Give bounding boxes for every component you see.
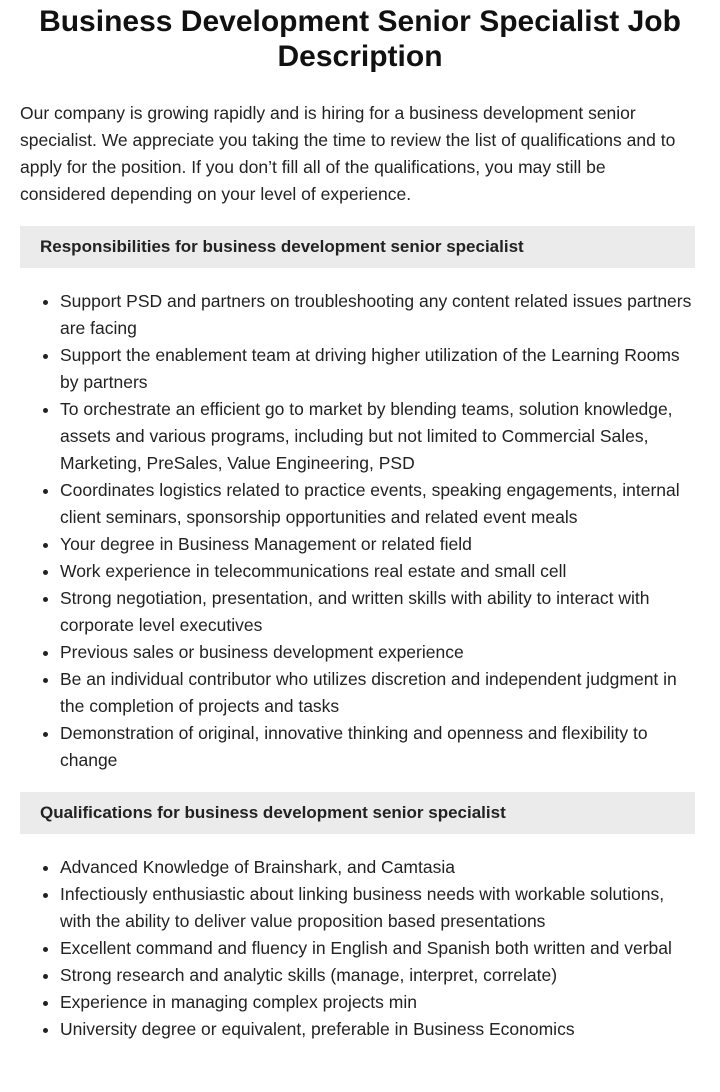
list-item: • Advanced Knowledge of Brainshark, and Camtasia: [60, 854, 695, 881]
list-item: • Support PSD and partners on troubleshooting any content related issues partners are facing: [60, 288, 695, 342]
list-item: • Excellent command and fluency in English and Spanish both written and verbal: [60, 935, 695, 962]
list-item: • Strong negotiation, presentation, and written skills with ability to interact with corporate level executives: [60, 585, 695, 639]
responsibilities-list: [20, 288, 695, 774]
list-item: • Demonstration of original, innovative thinking and openness and flexibility to change: [60, 720, 695, 774]
list-item: • Strong research and analytic skills (manage, interpret, correlate): [60, 962, 695, 989]
list-item: • To orchestrate an efficient go to market by blending teams, solution knowledge, assets and various programs, including but not limited to Commercial Sales, Marketing, PreSales, Value Engineering, PSD: [60, 396, 695, 477]
list-item: • Infectiously enthusiastic about linking business needs with workable solutions, with the ability to deliver value proposition based presentations: [60, 881, 695, 935]
qualifications-heading: Qualifications for business development senior specialist: [20, 792, 695, 834]
list-item: • Previous sales or business development experience: [60, 639, 695, 666]
list-item: • Experience in managing complex projects min: [60, 989, 695, 1016]
intro-paragraph: Our company is growing rapidly and is hiring for a business development senior specialist. We appreciate you taking the time to review the list of qualifications and to apply for the position. If you don’t fill all of the qualifications, you may still be considered depending on your level of experience.: [20, 103, 676, 204]
list-item: • Work experience in telecommunications real estate and small cell: [60, 558, 695, 585]
responsibilities-heading: Responsibilities for business development senior specialist: [20, 226, 695, 268]
list-item: • Coordinates logistics related to practice events, speaking engagements, internal client seminars, sponsorship opportunities and related event meals: [60, 477, 695, 531]
list-item: • Support the enablement team at driving higher utilization of the Learning Rooms by partners: [60, 342, 695, 396]
list-item: • Your degree in Business Management or related field: [60, 531, 695, 558]
qualifications-list: [20, 854, 695, 1043]
page-title: Business Development Senior Specialist Job Description: [39, 5, 681, 73]
list-item: • Be an individual contributor who utilizes discretion and independent judgment in the completion of projects and tasks: [60, 666, 695, 720]
list-item: • University degree or equivalent, preferable in Business Economics: [60, 1016, 695, 1043]
